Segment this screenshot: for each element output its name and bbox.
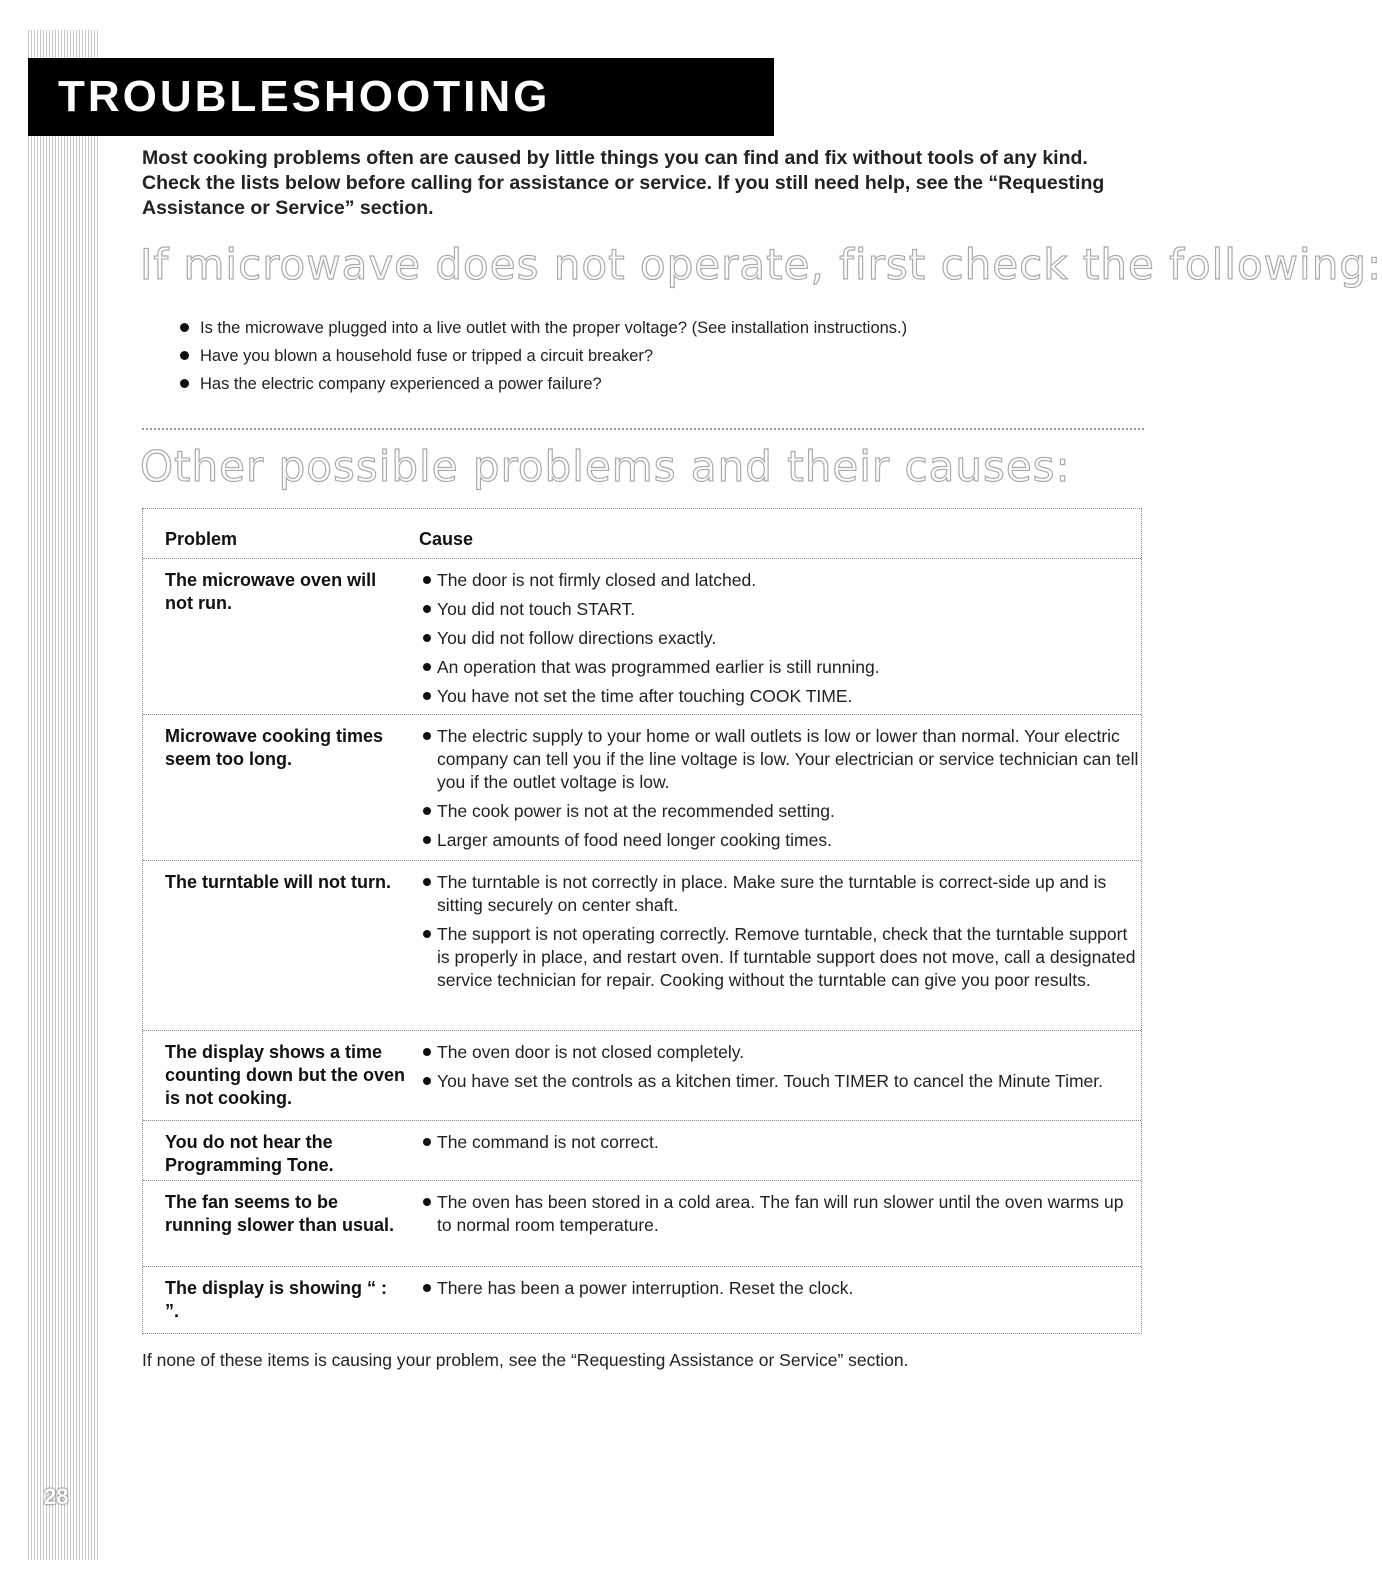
cause-list: [421, 1277, 1141, 1306]
problem-cell: Microwave cooking times seem too long.: [165, 726, 384, 769]
problem-cell: The microwave oven will not run.: [165, 570, 377, 613]
check-list-item: Have you blown a household fuse or tripped a circuit breaker?: [178, 342, 907, 370]
cause-item: Larger amounts of food need longer cooking times.: [421, 829, 1141, 852]
problem-cell: The fan seems to be running slower than usual.: [165, 1192, 395, 1235]
title-bar: [28, 58, 774, 136]
table-row: [143, 1267, 1141, 1333]
problem-cell: You do not hear the Programming Tone.: [165, 1132, 334, 1175]
footer-note: If none of these items is causing your problem, see the “Requesting Assistance or Service” section.: [142, 1350, 909, 1370]
problem-cell: The display shows a time counting down but the oven is not cooking.: [165, 1042, 405, 1108]
cause-item: The cook power is not at the recommended setting.: [421, 800, 1141, 823]
cause-item: You have not set the time after touching COOK TIME.: [421, 685, 1141, 708]
check-list-item: Is the microwave plugged into a live outlet with the proper voltage? (See installation instructions.): [178, 314, 907, 342]
troubleshooting-table: [142, 508, 1142, 1334]
cause-item: The electric supply to your home or wall outlets is low or lower than normal. Your electric company can tell you if the line voltage is low. Your electrician or service technician can tell you if the outlet voltage is low.: [421, 725, 1141, 794]
table-row: [143, 861, 1141, 1031]
table-header-row: [143, 509, 1141, 559]
intro-paragraph: Most cooking problems often are caused by little things you can find and fix without tools of any kind. Check the lists below before calling for assistance or service. If you still need help, see the “Requesting Assistance or Service” section.: [142, 147, 1105, 219]
cause-list: [421, 725, 1141, 858]
problem-cell: The display is showing “ : ”.: [165, 1278, 388, 1321]
decorative-side-strip: [28, 30, 100, 1560]
cause-list: [421, 1041, 1141, 1099]
page-number: 28: [44, 1484, 69, 1509]
cause-list: [421, 1131, 1141, 1160]
cause-item: The support is not operating correctly. Remove turntable, check that the turntable support is properly in place, and restart oven. If turntable support does not move, call a designated service technician for repair. Cooking without the turntable can give you poor results.: [421, 923, 1141, 992]
cause-item: The oven door is not closed completely.: [421, 1041, 1141, 1064]
cause-item: There has been a power interruption. Reset the clock.: [421, 1277, 1141, 1300]
page-title: TROUBLESHOOTING: [58, 72, 551, 121]
column-header-problem: Problem: [165, 529, 238, 549]
cause-item: The turntable is not correctly in place. Make sure the turntable is correct-side up and is sitting securely on center shaft.: [421, 871, 1141, 917]
cause-item: You did not touch START.: [421, 598, 1141, 621]
column-header-cause: Cause: [419, 529, 474, 549]
cause-item: The oven has been stored in a cold area. The fan will run slower until the oven warms up to normal room temperature.: [421, 1191, 1141, 1237]
cause-list: [421, 569, 1141, 714]
first-check-list: [178, 314, 907, 398]
table-row: [143, 715, 1141, 861]
table-row: [143, 1121, 1141, 1181]
section-heading-first-check: If microwave does not operate, first check the following:: [140, 240, 1382, 289]
cause-list: [421, 871, 1141, 998]
cause-item: The command is not correct.: [421, 1131, 1141, 1154]
section-divider: [142, 428, 1144, 430]
cause-item: You did not follow directions exactly.: [421, 627, 1141, 650]
table-row: [143, 559, 1141, 715]
problem-cell: The turntable will not turn.: [165, 872, 391, 892]
section-heading-other-problems: Other possible problems and their causes:: [140, 442, 1071, 491]
cause-list: [421, 1191, 1141, 1243]
cause-item: The door is not firmly closed and latched.: [421, 569, 1141, 592]
cause-item: You have set the controls as a kitchen timer. Touch TIMER to cancel the Minute Timer.: [421, 1070, 1141, 1093]
cause-item: An operation that was programmed earlier is still running.: [421, 656, 1141, 679]
table-row: [143, 1181, 1141, 1267]
check-list-item: Has the electric company experienced a power failure?: [178, 370, 907, 398]
table-row: [143, 1031, 1141, 1121]
